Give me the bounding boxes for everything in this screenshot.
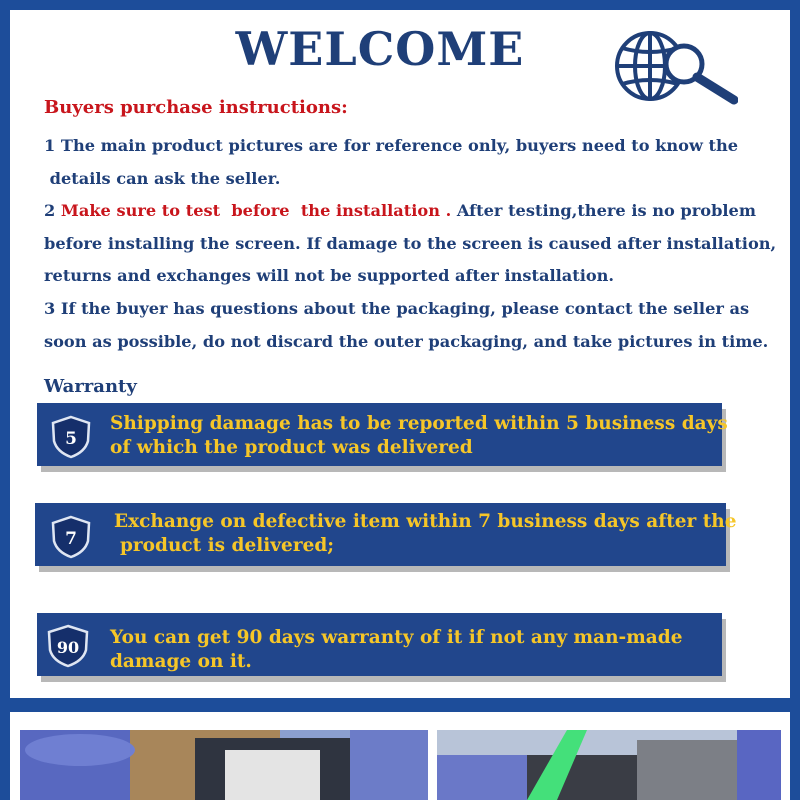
instruction-2-number: 2 (44, 201, 61, 221)
warranty-line: Shipping damage has to be reported within 5 business days (110, 413, 728, 434)
warranty-heading: Warranty (44, 376, 137, 397)
badge-number: 7 (65, 529, 77, 549)
instruction-2-warning: Make sure to test before the installation . (60, 201, 457, 221)
instruction-2-text: After testing,there is no problem (456, 201, 756, 221)
warranty-text-5 (110, 412, 728, 459)
instruction-1-line-2: details can ask the seller. (44, 168, 281, 188)
instruction-3-line-2: soon as possible, do not discard the outer packaging, and take pictures in time. (44, 331, 769, 351)
instruction-2-line-1 (44, 195, 784, 228)
product-photo-2 (437, 730, 781, 800)
instructions-heading: Buyers purchase instructions: (44, 97, 348, 118)
shield-icon (50, 415, 92, 459)
globe-magnifier-icon (614, 26, 738, 106)
instruction-2-line-3: returns and exchanges will not be supported after installation. (44, 266, 615, 286)
instruction-1-line-1: 1 The main product pictures are for reference only, buyers need to know the (44, 136, 739, 155)
instruction-3-line-1: 3 If the buyer has questions about the packaging, please contact the seller as (44, 298, 750, 318)
warranty-line: You can get 90 days warranty of it if not any man-made (110, 627, 683, 648)
warranty-line: of which the product was delivered (110, 436, 473, 458)
instructions-list (44, 130, 784, 358)
warranty-line: damage on it. (110, 650, 252, 672)
product-photo-1 (20, 730, 428, 800)
badge-number: 90 (56, 638, 80, 657)
instruction-2-line-2: before installing the screen. If damage to the screen is caused after installation, (44, 233, 777, 253)
warranty-text-90 (110, 626, 683, 673)
warranty-line: product is delivered; (120, 534, 335, 556)
badge-number: 5 (65, 429, 77, 449)
warranty-line: Exchange on defective item within 7 business days after the (114, 511, 737, 532)
shield-icon (46, 624, 90, 668)
warranty-text-7 (114, 510, 737, 557)
shield-icon (50, 515, 92, 559)
page-title: WELCOME (235, 22, 525, 76)
